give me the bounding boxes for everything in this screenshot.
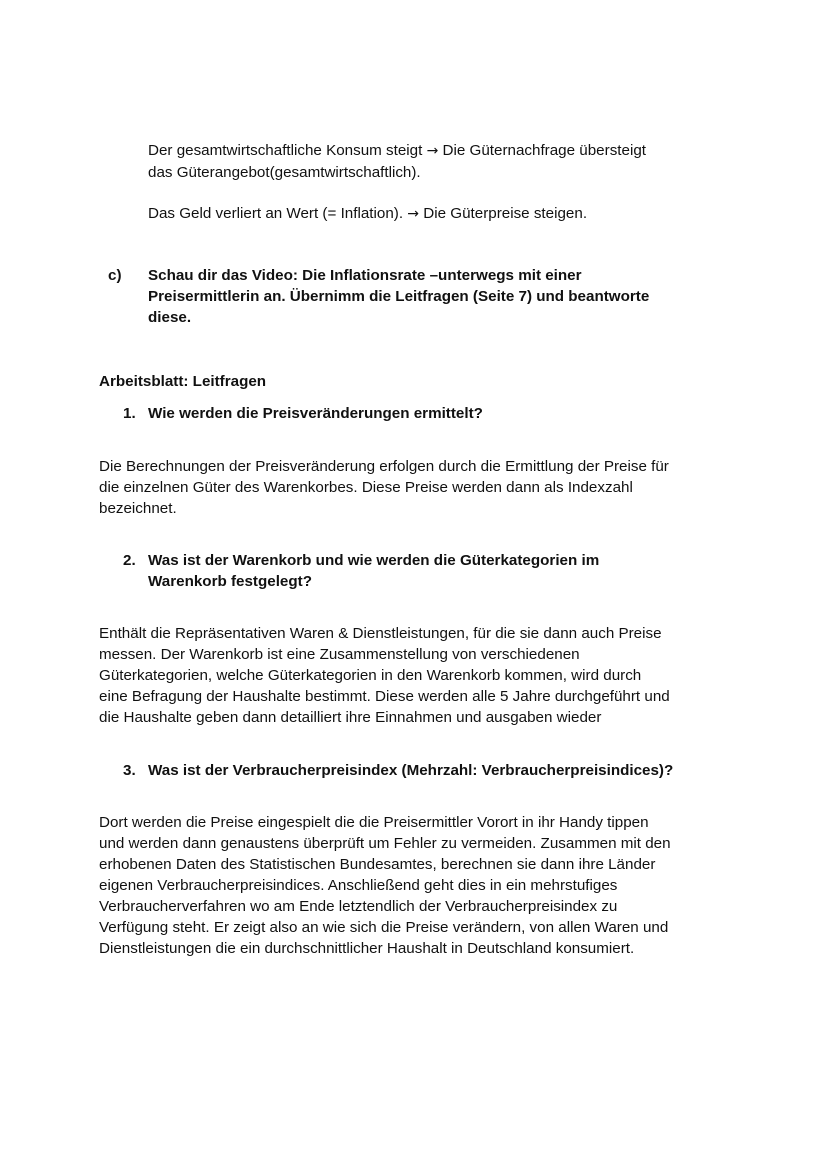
answer-line: messen. Der Warenkorb ist eine Zusammenstellung von verschiedenen <box>99 646 580 663</box>
answer-line: Dienstleistungen die ein durchschnittlicher Haushalt in Deutschland konsumiert. <box>99 940 635 957</box>
answer-line: und werden dann genaustens überprüft um Fehler zu vermeiden. Zusammen mit den <box>99 835 671 852</box>
task-c-line: diese. <box>148 309 192 326</box>
answer-line: Enthält die Repräsentativen Waren & Dienstleistungen, für die sie dann auch Preise <box>99 625 662 642</box>
answer-line: die Haushalte geben dann detailliert ihre Einnahmen und ausgaben wieder <box>99 709 602 726</box>
answer-line: Güterkategorien, welche Güterkategorien in den Warenkorb kommen, wird durch <box>99 667 642 684</box>
intro-paragraph-2 <box>148 203 587 225</box>
answer-line: eigenen Verbraucherpreisindices. Anschließend geht dies in ein mehrstufiges <box>99 877 618 894</box>
question-number: 3. <box>123 762 136 779</box>
intro-paragraph <box>148 140 646 183</box>
question-text: Was ist der Warenkorb und wie werden die Güterkategorien im Warenkorb festgelegt? <box>148 552 600 590</box>
answer-line: Dort werden die Preise eingespielt die die Preisermittler Vorort in ihr Handy tippen <box>99 814 649 831</box>
answer-3 <box>99 812 671 959</box>
answer-2 <box>99 623 670 728</box>
answer-line: Verfügung steht. Er zeigt also an wie sich die Preise verändern, von allen Waren und <box>99 919 669 936</box>
answer-line: die einzelnen Güter des Warenkorbes. Diese Preise werden dann als Indexzahl <box>99 479 633 496</box>
question-number: 2. <box>123 552 136 569</box>
intro-line-2: das Güterangebot(gesamtwirtschaftlich). <box>148 164 421 181</box>
answer-1 <box>99 456 669 519</box>
answer-line: bezeichnet. <box>99 500 177 517</box>
task-c-label: c) <box>108 267 122 284</box>
question-text: Wie werden die Preisveränderungen ermittelt? <box>148 405 483 422</box>
answer-line: erhobenen Daten des Statistischen Bundesamtes, berechnen sie dann ihre Länder <box>99 856 656 873</box>
question-text: Was ist der Verbraucherpreisindex (Mehrzahl: Verbraucherpreisindices)? <box>148 762 674 779</box>
intro-line-3: Das Geld verliert an Wert (= Inflation). → Die Güterpreise steigen. <box>148 205 588 222</box>
task-c-line: Schau dir das Video: Die Inflationsrate –unterwegs mit einer <box>148 267 582 284</box>
answer-line: Verbraucherverfahren wo am Ende letztendlich der Verbraucherpreisindex zu <box>99 898 618 915</box>
intro-line-1: Der gesamtwirtschaftliche Konsum steigt → Die Güternachfrage übersteigt <box>148 142 646 159</box>
arrow-right-icon: → <box>407 206 420 222</box>
answer-line: Die Berechnungen der Preisveränderung erfolgen durch die Ermittlung der Preise für <box>99 458 669 475</box>
question-number: 1. <box>123 405 136 422</box>
task-c-line: Preisermittlerin an. Übernimm die Leitfragen (Seite 7) und beantworte <box>148 288 650 305</box>
answer-line: eine Befragung der Haushalte bestimmt. Diese werden alle 5 Jahre durchgeführt und <box>99 688 670 705</box>
arrow-right-icon: → <box>426 143 439 159</box>
task-c-text <box>148 265 649 328</box>
worksheet-title: Arbeitsblatt: Leitfragen <box>99 373 267 390</box>
